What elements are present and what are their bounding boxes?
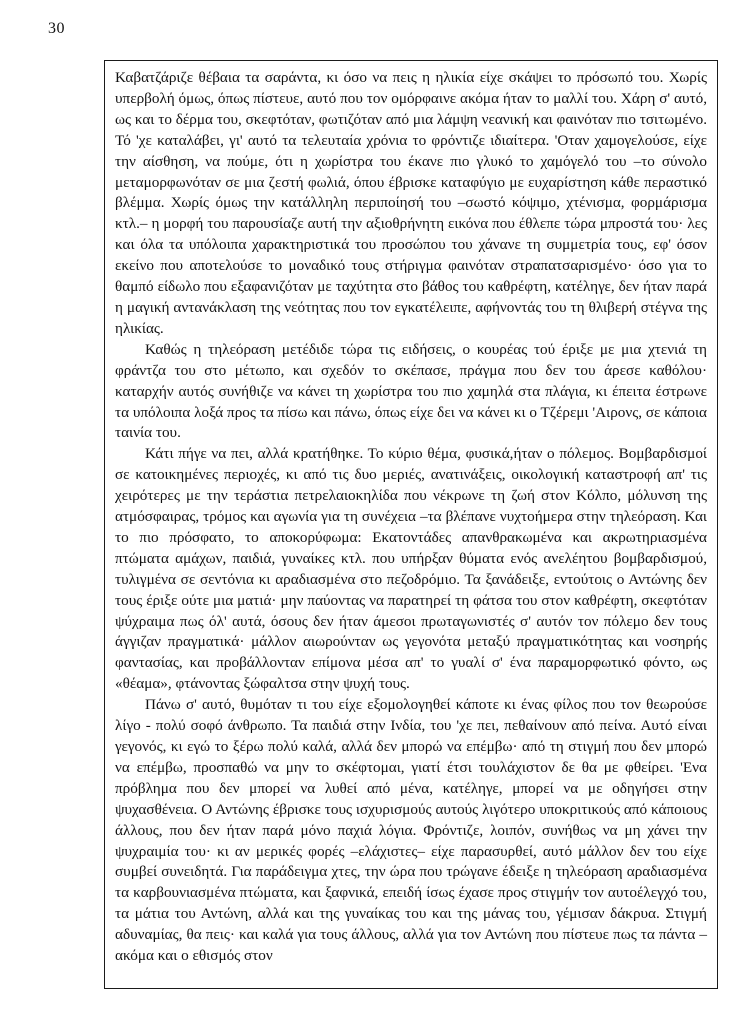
- paragraph-1: Καβατζάριζε θέβαια τα σαράντα, κι όσο να πεις η ηλικία είχε σκάψει το πρόσωπό του. Χωρίς υπερβολή όμως, όπως πίστευε, αυτό που τον ομόρφαινε ακόμα ήταν το μαλλί του. Χάρη σ' αυτό, ως και το δέρμα του, σκεφτόταν, φωτιζόταν από μια λάμψη νεανική και φαινόταν πιο τσιτωμένο. Τό 'χε καταλάβει, γι' αυτό τα τελευταία χρόνια το φρόντιζε ιδιαίτερα. 'Οταν χαμογελούσε, είχε την αίσθηση, να πούμε, ότι η χωρίστρα του έκανε πιο γλυκό το χαμόγελό του –το σύνολο μεταμορφωνόταν σε μια ζεστή φωλιά, όπου έβρισκε καταφύγιο με ευχαρίστηση κάθε περαστικό βλέμμα. Χωρίς όμως την κατάλληλη περιποίησή του –σωστό κόψιμο, χτένισμα, φορμάρισμα κτλ.– η μορφή του παρουσίαζε αυτή την αξιοθρήνητη εικόνα που έθλεπε τώρα μπροστά του· λες και όλα τα υπόλοιπα χαρακτηριστικά του προσώπου του χάνανε τη συμμετρία τους, εφ' όσον εκείνο που αποτελούσε το μοναδικό τους στήριγμα φαινόταν στραπατσαρισμένο· όσο για το θαμπό είδωλο που εξαφανιζόταν με ταχύτητα στο βάθος του καθρέφτη, κατέληγε, δεν ήταν παρά η μαγική αντανάκλαση της νεότητας που τον εγκατέλειπε, αφήνοντάς του τη θλιβερή στέγνα της ηλικίας.: [115, 69, 707, 337]
- body-text: [115, 68, 707, 967]
- page-number: 30: [48, 20, 65, 37]
- paragraph-2: Καθώς η τηλεόραση μετέδιδε τώρα τις ειδήσεις, ο κουρέας τού έριξε με μια χτενιά τη φράντζα του στο μέτωπο, και σχεδόν το σκέπασε, πράγμα που δεν του άρεσε καθόλου· καταρχήν αυτός συνήθιζε να κάνει τη χωρίστρα του πιο χαμηλά στα πλάγια, κι έπειτα έστρωνε τα υπόλοιπα λοξά προς τα πίσω και πάνω, όπως είχε δει να κάνει κι ο Τζέρεμι 'Αιρονς, σε κάποια ταινία του.: [115, 340, 707, 442]
- paragraph-4: Πάνω σ' αυτό, θυμόταν τι του είχε εξομολογηθεί κάποτε κι ένας φίλος που τον θεωρούσε λίγο - πολύ σοφό άνθρωπο. Τα παιδιά στην Ινδία, του 'χε πει, πεθαίνουν από πείνα. Αυτό είναι γεγονός, κι εγώ το ξέρω πολύ καλά, αλλά δεν μπορώ να επέμβω· από τη στιγμή που δεν μπορώ να επέμβω, προσπαθώ να μην το σκέφτομαι, γιατί έτσι τουλάχιστον δε θα με φθείρει. 'Ενα πρόβλημα που δεν μπορεί να λυθεί από μένα, κατέληγε, μπορεί να με οδηγήσει στην ψυχασθένεια. Ο Αντώνης έβρισκε τους ισχυρισμούς αυτούς λιγότερο υποκριτικούς από κάποιους άλλους, που δεν ήταν παρά μόνο παχιά λόγια. Φρόντιζε, λοιπόν, συνήθως να μη χάνει την ψυχραιμία του· κι αν μερικές φορές –ελάχιστες– είχε παρασυρθεί, αυτό μάλλον δεν του είχε συμβεί συνειδητά. Για παράδειγμα χτες, την ώρα που τρώγανε έδειξε η τηλεόραση αραδιασμένα τα καρβουνιασμένα πτώματα, και ξαφνικά, επειδή ίσως έχασε προς στιγμήν τον αυτοέλεγχό του, τα μάτια του Αντώνη, αλλά και της γυναίκας του και της μάνας του, γέμισαν δάκρυα. Στιγμή αδυναμίας, θα πεις· και καλά για τους άλλους, αλλά για τον Αντώνη που πίστευε πως τα πάντα –ακόμα και ο εθισμός στον: [115, 696, 707, 965]
- paragraph-3: Κάτι πήγε να πει, αλλά κρατήθηκε. Το κύριο θέμα, φυσικά,ήταν ο πόλεμος. Βομβαρδισμοί σε κατοικημένες περιοχές, κι από τις δυο μεριές, ανατινάξεις, οικολογική καταστροφή απ' τις χειρότερες με την τεράστια πετρελαιοκηλίδα που νέκρωνε τη ζωή στον Κόλπο, μόλυνση της ατμόσφαιρας, τρόμος και αγωνία για τη συνέχεια –τα βλέπανε νυχτοήμερα στην τηλεόραση. Και το πιο πρόσφατο, το αποκορύφωμα: Εκατοντάδες απανθρακωμένα και ακρωτηριασμένα πτώματα αμάχων, παιδιά, γυναίκες κτλ. που υπήρξαν θύματα ενός ανελέητου βομβαρδισμού, τυλιγμένα σε σεντόνια κι αραδιασμένα στο πεζοδρόμιο. Τα ξανάδειξε, εντούτοις ο Αντώνης δεν τους έριξε ούτε μια ματιά· μην παύοντας να παρατηρεί τη φάτσα του στον καθρέφτη, σκεφτόταν ψύχραιμα πως όλ' αυτά, όσους δεν ήταν άμεσοι πρωταγωνιστές σ' αυτόν τον πόλεμο δεν τους άγγιζαν πραγματικά· μάλλον αιωρούνταν ως γεγονότα μεταξύ πραγματικότητας και νοσηρής φαντασίας, και προβάλλονταν επίμονα μέσα απ' το γυαλί σ' ένα παραμορφωτικό φόντο, ως «θέαμα», φτάνοντας ξώφαλτσα στην ψυχή τους.: [115, 445, 707, 693]
